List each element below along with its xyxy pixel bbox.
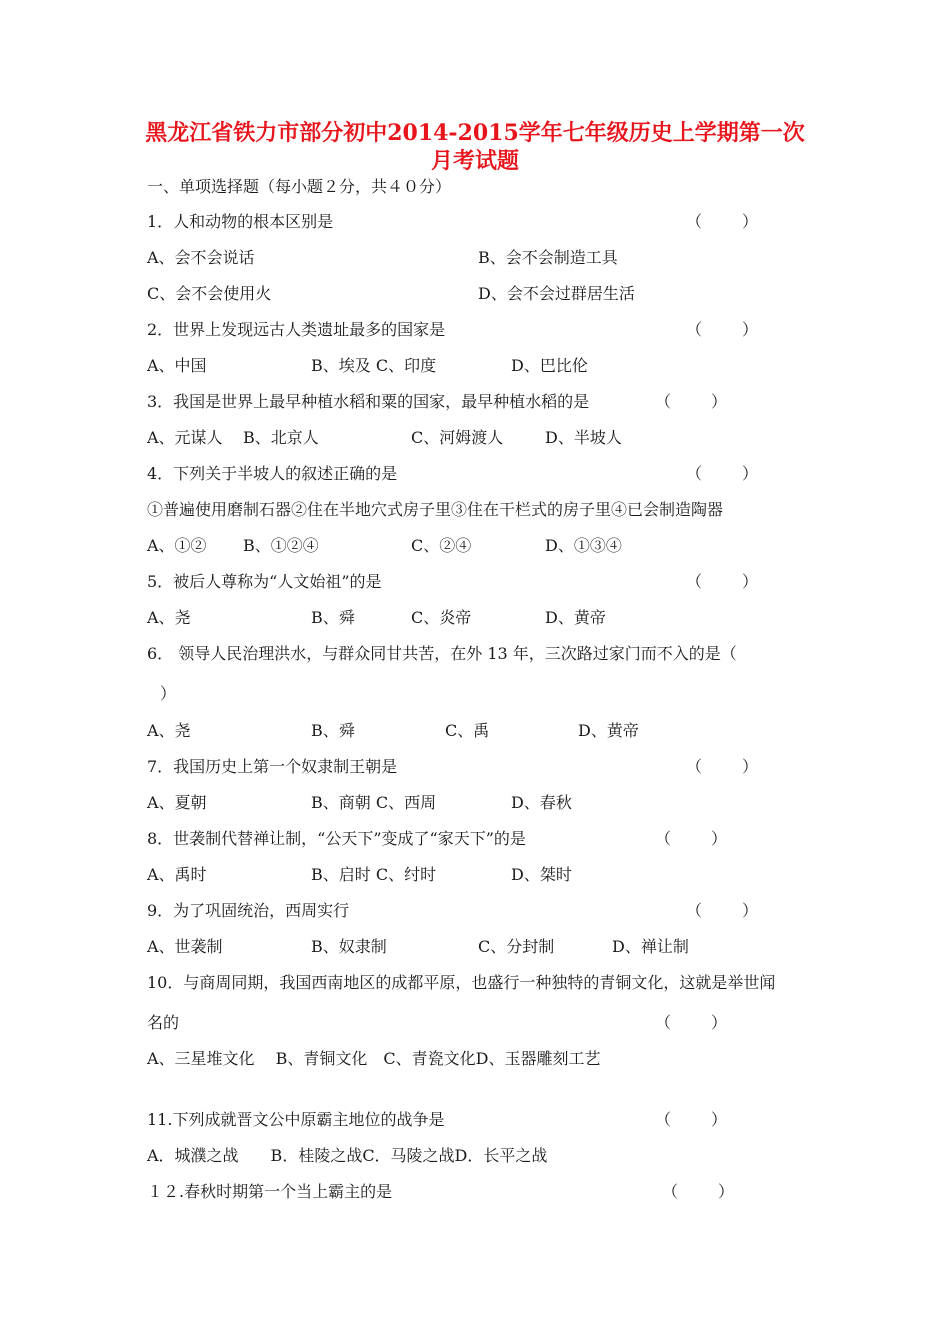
title-line-1: 黑龙江省铁力市部分初中2014-2015学年七年级历史上学期第一次 — [145, 120, 805, 146]
q6-option-a: A、尧 — [147, 721, 191, 740]
question-6-stem: 6． 领导人民治理洪水，与群众同甘共苦，在外 13 年，三次路过家门而不入的是（ — [147, 644, 737, 663]
q4-option-a: A、①② — [147, 536, 207, 555]
question-7-stem: 7．我国历史上第一个奴隶制王朝是 — [147, 757, 398, 776]
q3-option-b: B、北京人 — [243, 428, 319, 447]
q5-option-a: A、尧 — [147, 608, 191, 627]
title-line-2: 月考试题 — [430, 148, 519, 174]
q7-option-d: D、春秋 — [511, 793, 572, 812]
q7-option-bc: B、商朝 C、西周 — [311, 793, 437, 812]
answer-blank-9: （ ） — [686, 901, 759, 920]
q9-option-b: B、奴隶制 — [311, 937, 387, 956]
question-1-stem: 1．人和动物的根本区别是 — [147, 212, 334, 231]
q9-option-a: A、世袭制 — [147, 937, 223, 956]
answer-blank-1: （ ） — [686, 212, 759, 231]
q8-option-bc: B、启时 C、纣时 — [311, 865, 437, 884]
q4-option-c: C、②④ — [411, 536, 472, 555]
q1-option-c: C、会不会使用火 — [147, 284, 272, 303]
answer-blank-3: （ ） — [655, 392, 728, 411]
question-8-stem: 8．世袭制代替禅让制，“公天下”变成了“家天下”的是 — [147, 829, 526, 848]
q4-statements: ①普遍使用磨制石器②住在半地穴式房子里③住在干栏式的房子里④已会制造陶器 — [147, 500, 724, 519]
q1-option-a: A、会不会说话 — [147, 248, 255, 267]
question-2-stem: 2．世界上发现远古人类遗址最多的国家是 — [147, 320, 446, 339]
q9-option-c: C、分封制 — [478, 937, 555, 956]
q3-option-a: A、元谋人 — [147, 428, 223, 447]
q5-option-d: D、黄帝 — [545, 608, 606, 627]
q1-option-b: B、会不会制造工具 — [478, 248, 618, 267]
q2-option-d: D、巴比伦 — [511, 356, 588, 375]
question-11-stem: 11.下列成就晋文公中原霸主地位的战争是 — [147, 1110, 445, 1129]
answer-blank-10: （ ） — [655, 1013, 728, 1032]
q1-option-d: D、会不会过群居生活 — [478, 284, 635, 303]
question-12-stem: １２.春秋时期第一个当上霸主的是 — [147, 1182, 393, 1201]
answer-blank-2: （ ） — [686, 320, 759, 339]
answer-blank-12: （ ） — [662, 1182, 735, 1201]
q3-option-c: C、河姆渡人 — [411, 428, 504, 447]
q9-option-d: D、禅让制 — [612, 937, 689, 956]
q6-option-d: D、黄帝 — [578, 721, 639, 740]
q2-option-bc: B、埃及 C、印度 — [311, 356, 437, 375]
answer-blank-4: （ ） — [686, 464, 759, 483]
q5-option-b: B、舜 — [311, 608, 355, 627]
q8-option-a: A、禹时 — [147, 865, 207, 884]
q8-option-d: D、桀时 — [511, 865, 572, 884]
question-10-stem-cont: 名的 — [147, 1013, 180, 1032]
answer-blank-11: （ ） — [655, 1110, 728, 1129]
question-3-stem: 3．我国是世界上最早种植水稻和粟的国家，最早种植水稻的是 — [147, 392, 590, 411]
question-4-stem: 4．下列关于半坡人的叙述正确的是 — [147, 464, 398, 483]
section-heading: 一、单项选择题（每小题２分，共４０分） — [147, 177, 452, 196]
q6-option-c: C、禹 — [445, 721, 490, 740]
question-6-stem-end: ） — [160, 684, 177, 703]
question-10-stem: 10．与商周同期，我国西南地区的成都平原，也盛行一种独特的青铜文化，这就是举世闻 — [147, 973, 776, 992]
q4-option-d: D、①③④ — [545, 536, 622, 555]
q2-option-a: A、中国 — [147, 356, 207, 375]
q5-option-c: C、炎帝 — [411, 608, 472, 627]
q6-option-b: B、舜 — [311, 721, 355, 740]
question-5-stem: 5．被后人尊称为“人文始祖”的是 — [147, 572, 382, 591]
question-9-stem: 9．为了巩固统治，西周实行 — [147, 901, 350, 920]
q11-options: A．城濮之战 B．桂陵之战C．马陵之战D．长平之战 — [147, 1146, 548, 1165]
answer-blank-5: （ ） — [686, 572, 759, 591]
answer-blank-7: （ ） — [686, 757, 759, 776]
q4-option-b: B、①②④ — [243, 536, 319, 555]
q7-option-a: A、夏朝 — [147, 793, 207, 812]
answer-blank-8: （ ） — [655, 829, 728, 848]
q3-option-d: D、半坡人 — [545, 428, 622, 447]
q10-options: A、三星堆文化 B、青铜文化 C、青瓷文化D、玉器雕刻工艺 — [147, 1049, 601, 1068]
